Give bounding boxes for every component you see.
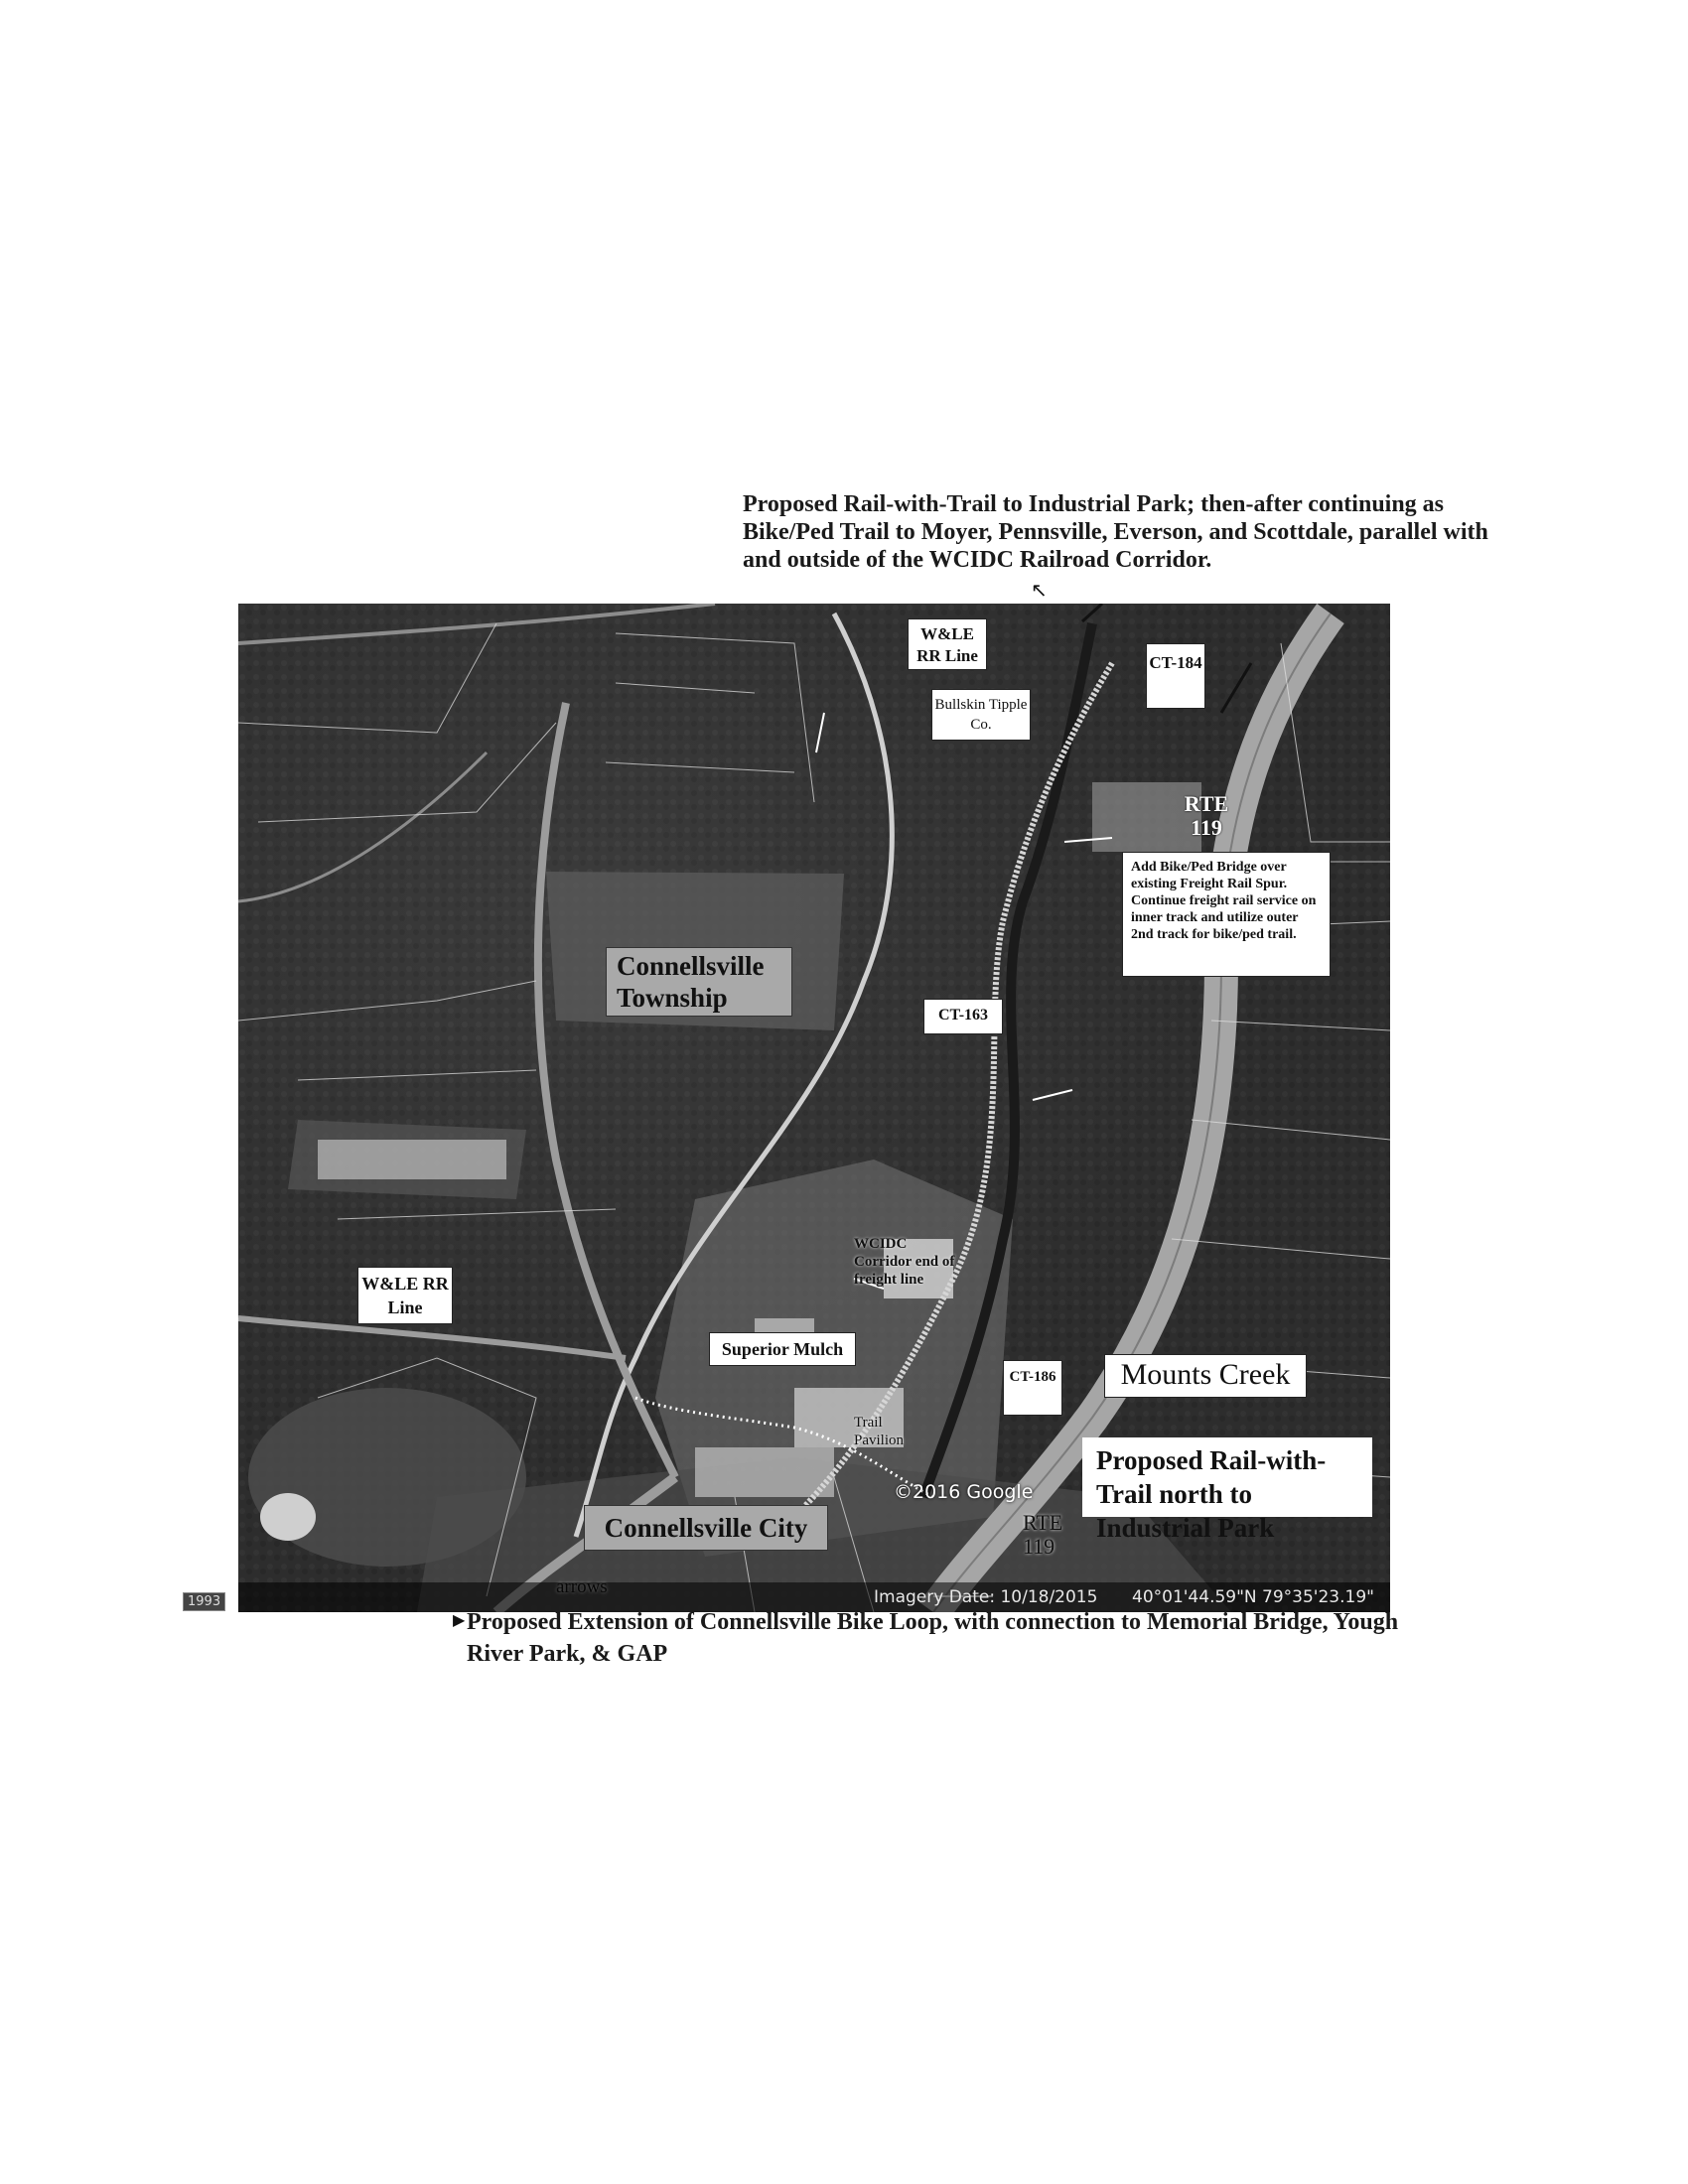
mounts-creek-label: Mounts Creek bbox=[1104, 1354, 1307, 1398]
connellsville-city-label: Connellsville City bbox=[584, 1505, 828, 1551]
bike-bridge-note-label: Add Bike/Ped Bridge over existing Freight Rail Spur. Continue freight rail service on inner track and utilize outer 2nd track for bike/ped trail. bbox=[1122, 852, 1331, 977]
rte-119-bottom-label: RTE 119 bbox=[1023, 1510, 1063, 1559]
copyright-label: ©2016 Google bbox=[894, 1481, 1034, 1503]
top-caption: Proposed Rail-with-Trail to Industrial Park; then-after continuing as Bike/Ped Trail to Moyer, Pennsville, Everson, and Scottdale, parallel with and outside of the WCIDC Railroad Corridor. bbox=[743, 491, 1488, 573]
coordinates-readout: 40°01'44.59"N 79°35'23.19" bbox=[1132, 1587, 1374, 1607]
bottom-caption: Proposed Extension of Connellsville Bike Loop, with connection to Memorial Bridge, Yough River Park, & GAP bbox=[467, 1609, 1399, 1667]
proposed-rail-trail-north-label: Proposed Rail-with-Trail north to Industrial Park bbox=[1082, 1437, 1372, 1517]
wcidc-corridor-label: WCIDC Corridor end of freight line bbox=[854, 1236, 955, 1288]
wle-rr-line-top-label: W&LE RR Line bbox=[908, 618, 987, 670]
ct-163-label: CT-163 bbox=[923, 999, 1003, 1034]
year-badge: 1993 bbox=[183, 1592, 225, 1611]
ct-186-label: CT-186 bbox=[1003, 1360, 1062, 1416]
imagery-date: Imagery Date: 10/18/2015 bbox=[874, 1587, 1098, 1607]
rte-119-top-label: RTE 119 bbox=[1184, 791, 1229, 840]
wle-rr-line-left-label: W&LE RR Line bbox=[357, 1267, 453, 1324]
building bbox=[695, 1447, 834, 1497]
dome bbox=[260, 1493, 316, 1541]
ct-184-label: CT-184 bbox=[1146, 643, 1205, 709]
trail-pavilion-label: Trail Pavilion bbox=[854, 1415, 905, 1448]
aerial-map bbox=[238, 604, 1390, 1612]
bullskin-tipple-label: Bullskin Tipple Co. bbox=[931, 689, 1031, 741]
top-caption-arrow: ↖ bbox=[1031, 578, 1048, 602]
connellsville-township-label: Connellsville Township bbox=[606, 947, 792, 1017]
superior-mulch-label: Superior Mulch bbox=[709, 1332, 856, 1366]
building bbox=[318, 1140, 506, 1179]
bottom-caption-arrow: ▶ bbox=[453, 1610, 466, 1629]
